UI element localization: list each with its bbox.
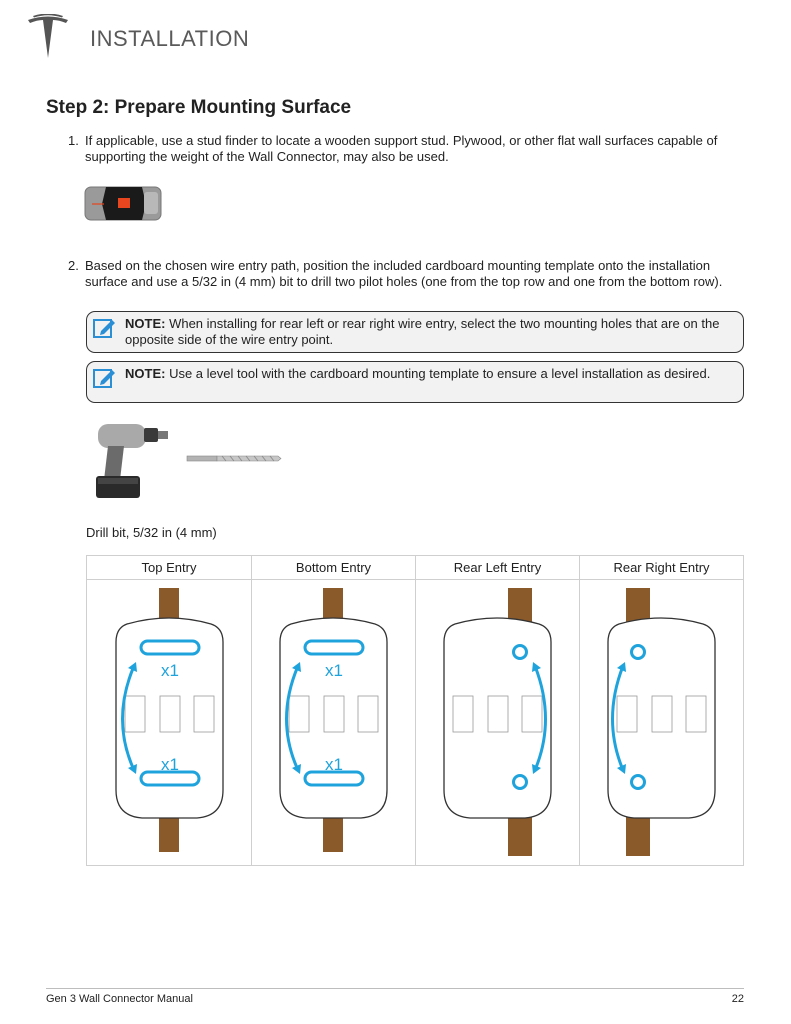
drill-image <box>94 418 176 502</box>
list-number: 2. <box>68 258 79 273</box>
top-entry-diagram <box>87 580 252 866</box>
note-edit-icon <box>93 367 117 389</box>
quantity-label: x1 <box>325 661 343 680</box>
drill-bit-image <box>186 452 282 464</box>
column-header: Bottom Entry <box>252 556 416 580</box>
rear-right-entry-diagram <box>580 580 743 866</box>
note-label: NOTE: <box>125 366 166 381</box>
column-header: Rear Left Entry <box>416 556 580 580</box>
list-item <box>68 258 748 290</box>
note-edit-icon <box>93 317 117 339</box>
note-text: When installing for rear left or rear right wire entry, select the two mounting holes that are on the opposite side of the wire entry point. <box>125 316 720 347</box>
footer-divider <box>46 988 744 989</box>
list-item <box>68 133 748 165</box>
note-box <box>86 311 744 353</box>
step-title: Step 2: Prepare Mounting Surface <box>46 97 352 118</box>
page-number: 22 <box>731 993 744 1005</box>
quantity-label: x1 <box>161 755 179 774</box>
note-box <box>86 361 744 403</box>
drill-bit-caption: Drill bit, 5/32 in (4 mm) <box>86 525 217 540</box>
note-label: NOTE: <box>125 316 166 331</box>
bottom-entry-diagram <box>252 580 416 866</box>
entry-table <box>86 555 744 866</box>
list-text: If applicable, use a stud finder to locate a wooden support stud. Plywood, or other flat wall surfaces capable of supporting the weight of the Wall Connector, may also be used. <box>85 133 718 164</box>
footer-manual-title: Gen 3 Wall Connector Manual <box>46 993 193 1005</box>
section-title: INSTALLATION <box>90 26 250 51</box>
stud-finder-image <box>84 184 164 224</box>
list-number: 1. <box>68 133 79 148</box>
note-text: Use a level tool with the cardboard mounting template to ensure a level installation as desired. <box>169 366 711 381</box>
rear-left-entry-diagram <box>416 580 580 866</box>
quantity-label: x1 <box>325 755 343 774</box>
quantity-label: x1 <box>161 661 179 680</box>
tesla-logo-icon <box>26 14 70 60</box>
column-header: Rear Right Entry <box>580 556 743 580</box>
column-header: Top Entry <box>87 556 252 580</box>
list-text: Based on the chosen wire entry path, position the included cardboard mounting template onto the installation surface and use a 5/32 in (4 mm) bit to drill two pilot holes (one from the top row and one from the bottom row). <box>85 258 723 289</box>
page-header <box>26 14 766 64</box>
